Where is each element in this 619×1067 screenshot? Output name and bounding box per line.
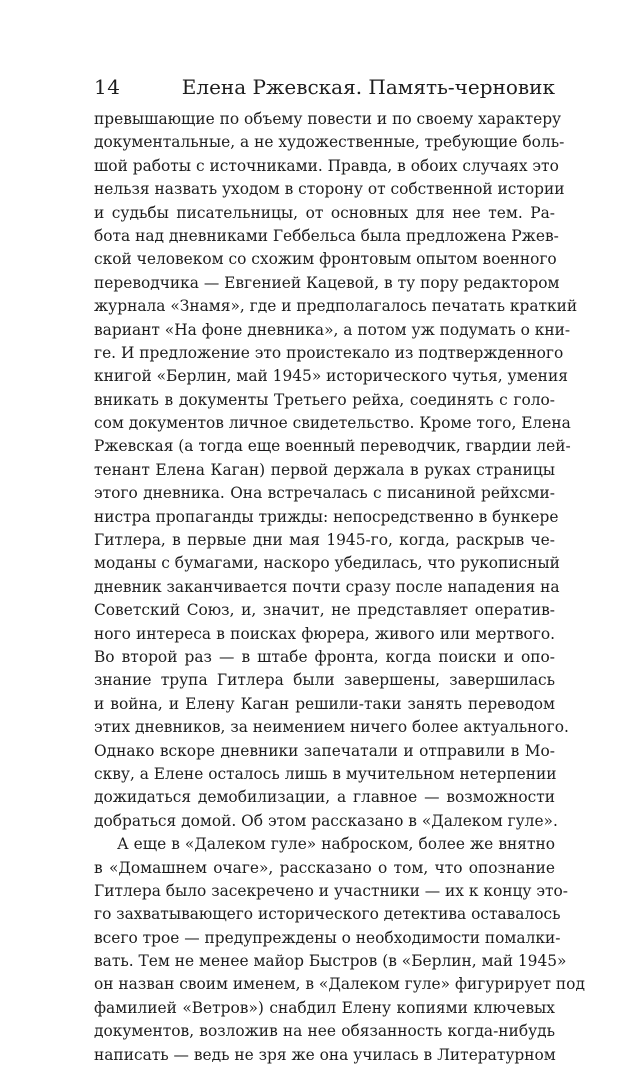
text-line: ской человеком со схожим фронтовым опытом военного <box>94 250 557 269</box>
text-line: скву, а Елене осталось лишь в мучительном нетерпении <box>94 764 557 783</box>
text-line: и судьбы писательницы, от основных для нее тем. Ра- <box>94 203 555 222</box>
running-title: Елена Ржевская. Память-черновик <box>181 75 555 99</box>
page-number: 14 <box>94 75 121 99</box>
text-line: дневник заканчивается почти сразу после нападения на <box>94 577 560 596</box>
text-line: Ржевская (а тогда еще военный переводчик, гвардии лей- <box>94 437 571 456</box>
text-line: Во второй раз — в штабе фронта, когда поиски и опо- <box>94 647 555 666</box>
text-line: модaны с бумагами, наскоро убедилась, что рукописный <box>94 554 560 573</box>
text-line: этого дневника. Она встречалась с писаниной рейхсми- <box>94 484 555 503</box>
text-line: он назван своим именем, в «Далеком гуле» фигурирует под <box>94 975 585 994</box>
text-line: сом документов личное свидетельство. Кроме того, Елена <box>94 414 571 433</box>
text-line: превышающие по объему повести и по своему характеру <box>94 110 562 128</box>
text-line: Однако вскоре дневники запечатали и отправили в Мо- <box>94 741 555 760</box>
text-line: журнала «Знамя», где и предполагалось печатать краткий <box>94 297 578 316</box>
text-line: дожидаться демобилизации, а главное — возможности <box>94 788 555 807</box>
text-line: Гитлера было засекречено и участники — их к концу это- <box>94 881 568 900</box>
text-line: Советский Союз, и, значит, не представляет оператив- <box>94 601 555 620</box>
body-text <box>94 108 585 1067</box>
text-line: нистра пропаганды трижды: непосредственно в бункере <box>94 507 559 526</box>
text-line: документальные, а не художественные, требующие боль- <box>94 133 565 152</box>
text-line: ге. И предложение это проистекало из подтвержденного <box>94 343 564 362</box>
text-line: документов, возложив на нее обязанность когда-нибудь <box>94 1022 555 1041</box>
text-line: книгой «Берлин, май 1945» исторического чутья, умения <box>94 367 568 386</box>
text-line: вникать в документы Третьего рейха, соединять с голо- <box>94 390 555 409</box>
text-line: А еще в «Далеком гуле» наброском, более же внятно <box>117 835 555 854</box>
text-line: Гитлера, в первые дни мая 1945-го, когда, раскрыв че- <box>94 531 555 550</box>
text-line: в «Домашнем очаге», рассказано о том, что опознание <box>94 858 555 877</box>
text-line: бота над дневниками Геббельса была предложена Ржев- <box>94 226 559 245</box>
text-line: переводчика — Евгенией Кацевой, в ту пору редактором <box>94 273 560 292</box>
text-line: нельзя назвать уходом в сторону от собственной истории <box>94 180 565 199</box>
text-line: этих дневников, за неимением ничего более актуального. <box>94 718 569 737</box>
text-line: го захватывающего исторического детектива оставалось <box>94 905 561 924</box>
text-line: шой работы с источниками. Правда, в обоих случаях это <box>94 156 559 175</box>
text-line: тенант Елена Каган) первой держала в руках страницы <box>94 460 555 479</box>
text-line: написать — ведь не зря же она училась в Литературном <box>94 1045 556 1064</box>
text-line: фамилией «Ветров») снабдил Елену копиями ключевых <box>94 998 555 1017</box>
text-line: всего трое — предупреждены о необходимости помалки- <box>94 928 561 947</box>
text-line: добраться домой. Об этом рассказано в «Далеком гуле». <box>94 811 558 830</box>
text-line: вариант «На фоне дневника», а потом уж подумать о кни- <box>94 320 571 339</box>
page-header <box>94 74 555 108</box>
text-line: вать. Тем не менее майор Быстров (в «Берлин, май 1945» <box>94 952 567 971</box>
text-line: знание трупа Гитлера были завершены, завершилась <box>94 671 555 690</box>
text-line: и война, и Елену Каган решили-таки занять переводом <box>94 694 555 713</box>
text-line: ного интереса в поисках фюрера, живого или мертвого. <box>94 624 555 643</box>
